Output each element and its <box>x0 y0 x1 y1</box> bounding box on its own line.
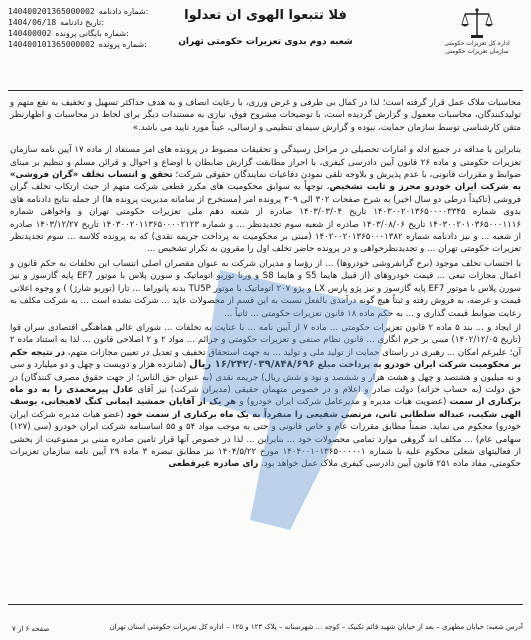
paragraph-1: محاسبات ملاک عمل قرار گرفته است؛ لذا در کمال بی طرفی و غرض ورزی، با رعایت انصاف و به هدف حداکثر تسهیل و تخفیف به نفع متهم و تولیدکنندگان، محاسبات معمول و گزارش گردیده است، با توضیحات مشروح فوق، نیازی به مستندات دیگر برای لحاظ در محاسبات و اظهارنظر متقن کارشناسی توسط سازمان حمایت، نبوده و گزارش سیمای تنظیمی و ارسالی، عیناً مورد تایید می باشد.» <box>10 98 521 133</box>
emblem-line-2: سازمان تعزیرات حکومتی <box>445 48 509 55</box>
paragraph-3: با احتساب تخلف موجود (نرخ گرانفروشی خودروها) ... از رؤسا و مدیران شرکت به عنوان مقصران اصلی انتساب این تخلفات به حکم قانون و اعمال مجازات تبعی ... قیمت خودروهای (از قبیل هایما S5 و هایما S8 و ورنا توربو اتوماتیک و سورن پلاس با موتور EF7 پایه گازسوز و نیز سورن پلاس با موتور EF7 پایه گازسوز و نیز پژو پارس LX و پژو ۲۰۷ اتوماتیک با موتور TU5P بدنه پانوراما ... تارا (توربو شارژ) ) و وجوه اعلانی قیمت و عرضه، به فروش رفته و ثبتاً هیچ گونه درآمدی بالفعل نسبت به این قسم از محصولات عاید ... شرکت نشده است ... به شرکت مکلف به رعایت ضوابط قیمت گذاری و ... به حکم ماده ۱۸ قانون تعزیرات حکومتی ... ثانیاً ... <box>10 258 521 319</box>
document-footer <box>8 622 523 632</box>
paragraph-2 <box>10 144 521 256</box>
header-subtitle: شعبه دوم بدوی تعزیرات حکومتی تهران <box>178 37 353 47</box>
meta-value: 140400201365000002 <box>8 7 95 16</box>
scales-of-justice-icon <box>460 6 494 40</box>
meta-value: 1404/06/18 <box>8 18 57 27</box>
ruling-body <box>10 97 521 473</box>
header-title: فلا تتبعوا الهوی ان تعدلوا <box>184 8 347 23</box>
page-number: صفحه ۶ از ۷ <box>12 625 50 633</box>
paragraph-4 <box>10 322 521 471</box>
meta-value: 140400002 <box>8 29 52 38</box>
paragraph-2-emphasis: تحقق و انتساب تخلف «گران فروشی» به شرکت ایران خودرو محرز و ثابت تشخیص <box>10 170 521 193</box>
sentence-board-members: هر یک از آقایان جمشید ایمانی کنگ لاهیجانی، یوسف الهی شکیب، عبداله سلطانی ثانی، مرتضی شفیعی را منفرداً به یک ماه برکناری از سمت خود <box>10 397 521 420</box>
meta-label: شماره بایگانی پرونده: <box>55 29 129 38</box>
verdict-heading: در نتیجه حکم بر محکومیت شرکت ایران خودرو به پرداخت مبلغ <box>10 347 522 371</box>
sentence-ceo: عادل پیرمحمدی را به دو ماه برکناری از سمت <box>10 384 521 408</box>
paragraph-2-text-c: ، توجهاً به سوابق محکومیت های مکرر قطعی شرکت متهم از حیث ارتکاب تخلف گران فروشی (تاکیداً درطی دو سال اخیر) به شرح صفحات ۳۰۲ الی ۳۰۹ پرونده امر (مستخرج از سامانه مدیریت پرونده ها) از جمله نتایج دادنامه های بدوی شماره ۱۴۰۳۰۰۲۰۱۳۶۵۰۰۰۰۳۳۴۵ تاریخ ۱۴۰۳/۰۳/۰۴ صادره از شعبه دهم ملی تعزیرات حکومتی تهران و واخواهی شماره ۱۴۰۳۰۰۲۰۱۰۳۶۵۰۰۰۱۱۱۶ تاریخ ۱۴۰۳/۰۸/۰۶ صادره از شعبه سوم تجدیدنظر ... و شماره ۱۴۰۳۰۰۲۰۱۱۳۶۵۰۰۰۰۲۱۲۳ تاریخ ۱۴۰۳/۱۲/۲۷ صادره از شعبه ... و نیز دادنامه شماره ۱۴۰۲۰۰۲۰۱۳۶۵۰۰۰۱۳۸۲ (مبنی بر محکومیت به پرداخت جریمه نقدی) که به پرونده کلاسه ... سوم تجدیدنظر تعزیرات حکومتی تهران ... و تجدیدنظرخواهی و در پرونده حاضر تخلف اول را مقرون به تکرار تشخیص ... <box>10 182 521 255</box>
meta-label: تاریخ دادنامه: <box>60 18 104 27</box>
meta-value: 140400101365000002 <box>8 40 95 49</box>
branch-address: آدرس شعبه: خیابان مطهری – بعد از خیابان شهید قائم تکنیک – کوچه ... شهرستانه – پلاک ۱۲۳ و ۱۲۵ – اداره کل تعزیرات حکومتی استان تهران <box>109 623 523 631</box>
organization-emblem <box>437 6 517 56</box>
paragraph-4-text-h: (عضو هیات مدیره شرکت ایران خودرو) محکوم می نماید. ضمناً مطابق مقررات عام و خاص قانونی و حتی به موجب مواد ۵۴ و ۵۵ اساسنامه شرکت ایران خودرو (سی (۱۲۷) سهامی عام) ... مکلف اند گروهی موارد تمامی محصولات خود ... بنابراین ... لذا در خصوص آنها قرار تامین صادره مبنی بر ممنوعیت از بخشی از فعالیتهای شغلی محکوم علیه با شماره ۱۴۰۴۰۰۱۰۱۳۶۵۰۰۰۰۰۱ مورخ ۱۴۰۴/۵/۲۲ نیز مطابق تبصره ۳ ماده ۲۹ آیین نامه سازمان تعزیرات حکومتی، مفاد ماده ۲۵۱ قانون آیین دادرسی کیفری ملاک عمل خواهد بود. <box>10 409 521 470</box>
header-divider <box>8 90 523 91</box>
ruling-status: رای صادره غیرقطعی <box>168 459 259 470</box>
paragraph-4-text-a: از ایجاد و ... بند ۵ ماده ۲ قانون تعزیرات حکومتی ... ماده ۷ از آیین نامه ... با عنایت به تخلفات ... شورای عالی هماهنگی اقتصادی سران قوا (تاریخ ۱۴۰۲/۱۲/۰۵) مبنی بر جرم انگاری ... قانون نظام صنفی و تعزیرات حکومتی و جرائم ... مواد ۲ و ۲ اصلاحی قانون ... لذا به استناد ماده ۲ آن؛ علیرغم امکان ... رهبری در راستای حمایت از تولید ملی و تولید ... به جهت استحقاق تخفیف و تعدیل در تعیین مجازات متهم، <box>10 322 522 358</box>
paragraph-2-text-a: بنابراین با مداقه در جمیع ادله و امارات تحصیلی در مراحل رسیدگی و تحقیقات مضبوط در پرونده های امر مستفاد از ماده ۱۷ آیین نامه سازمان تعزیرات حکومتی و ماده ۲۶ قانون آیین دادرسی کیفری، با احراز مطابقت گزارش ضابطان با اوضاع و احوال و قرائن مسلم و تنظیم بر مبنای ضوابط و مقررات قانونی، با عدم پذیرش و بلاوجه تلقی نمودن دفاعیات نمایندگان حقوقی شرکت؛ <box>10 145 522 181</box>
meta-label: شماره دادنامه: <box>98 7 149 16</box>
fine-amount: ۱۶/۲۴۲/۰۳۹/۸۴۸/۶۹۶ ریال <box>189 359 315 371</box>
paragraph-4-text-d: (شانزده هزار و دویست و چهل و دو میلیارد و سی و نه میلیون و هشتصد و چهل و هشت هزار و ششصد و نود و شش ریال) جریمه نقدی (به عنوان حق الناس؛ از جهت حقوق مصرف کنندگان) در حق دولت (به حساب خزانه) دولت صادر و اعلام و در خصوص متهمان حقیقی (مدیران شرکت) نیز آقای <box>10 360 521 395</box>
emblem-line-1: اداره کل تعزیرات حکومتی <box>444 40 510 47</box>
meta-label: شماره پرونده: <box>98 40 147 49</box>
document-header <box>120 6 411 47</box>
footer-divider <box>8 604 523 605</box>
paragraph-4-text-f: (عضویت هیات مدیره و مدیرعامل شرکت ایران خودرو) و <box>236 397 450 408</box>
